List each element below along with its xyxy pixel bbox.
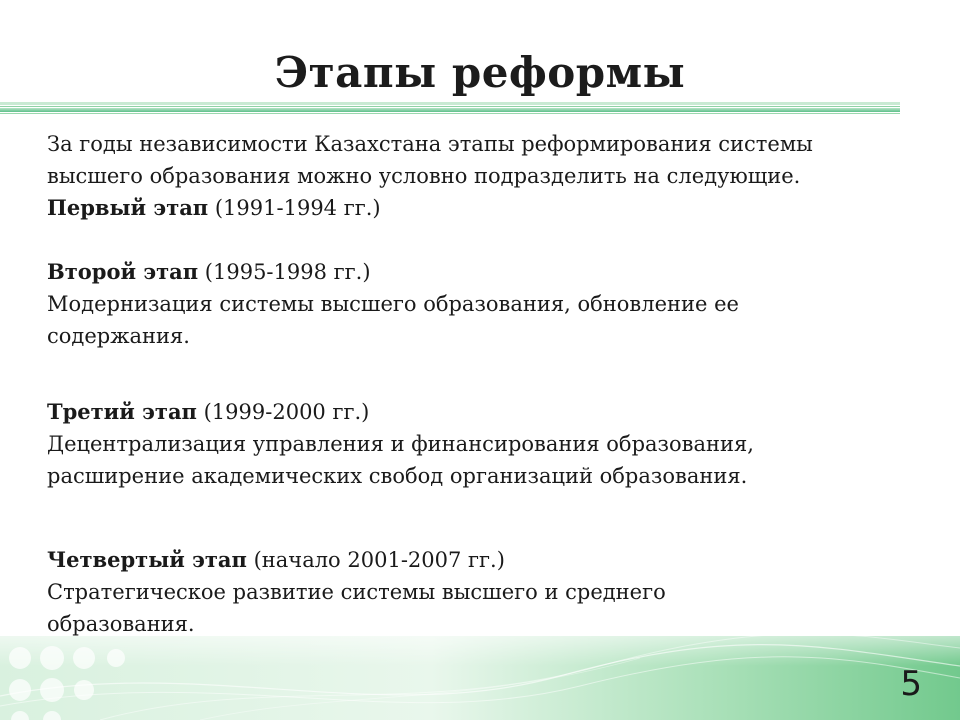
stage-4-heading <box>47 544 907 576</box>
stage-2-name: Второй этап <box>47 259 199 284</box>
stage-2-desc-1: Модернизация системы высшего образования, обновление ее <box>47 292 739 316</box>
footer-decoration <box>0 636 960 720</box>
title-divider <box>0 102 900 120</box>
stage-3-period: (1999-2000 гг.) <box>196 400 370 424</box>
stage-3-name: Третий этап <box>47 399 197 424</box>
stage-4-period: (начало 2001-2007 гг.) <box>246 548 505 572</box>
stage-3-desc-2: расширение академических свобод организаций образования. <box>47 464 748 488</box>
intro-line-1: За годы независимости Казахстана этапы реформирования системы <box>47 132 813 156</box>
stage-2-period: (1995-1998 гг.) <box>198 260 371 284</box>
stage-3-heading <box>47 396 907 428</box>
slide-body <box>47 128 907 640</box>
slide-title: Этапы реформы <box>274 48 686 97</box>
stage-4-desc-2: образования. <box>47 612 195 636</box>
stage-3-desc-1: Децентрализация управления и финансирования образования, <box>47 432 754 456</box>
stage-1-period: (1991-1994 гг.) <box>208 196 381 220</box>
stage-1-heading <box>47 192 907 224</box>
stage-4-name: Четвертый этап <box>47 547 247 572</box>
stage-2-desc-2: содержания. <box>47 324 190 348</box>
stage-2-heading <box>47 256 907 288</box>
intro-line-2: высшего образования можно условно подразделить на следующие. <box>47 164 801 188</box>
page-number: 5 <box>900 664 922 704</box>
stage-4-desc-1: Стратегическое развитие системы высшего и среднего <box>47 580 666 604</box>
stage-1-name: Первый этап <box>47 195 209 220</box>
